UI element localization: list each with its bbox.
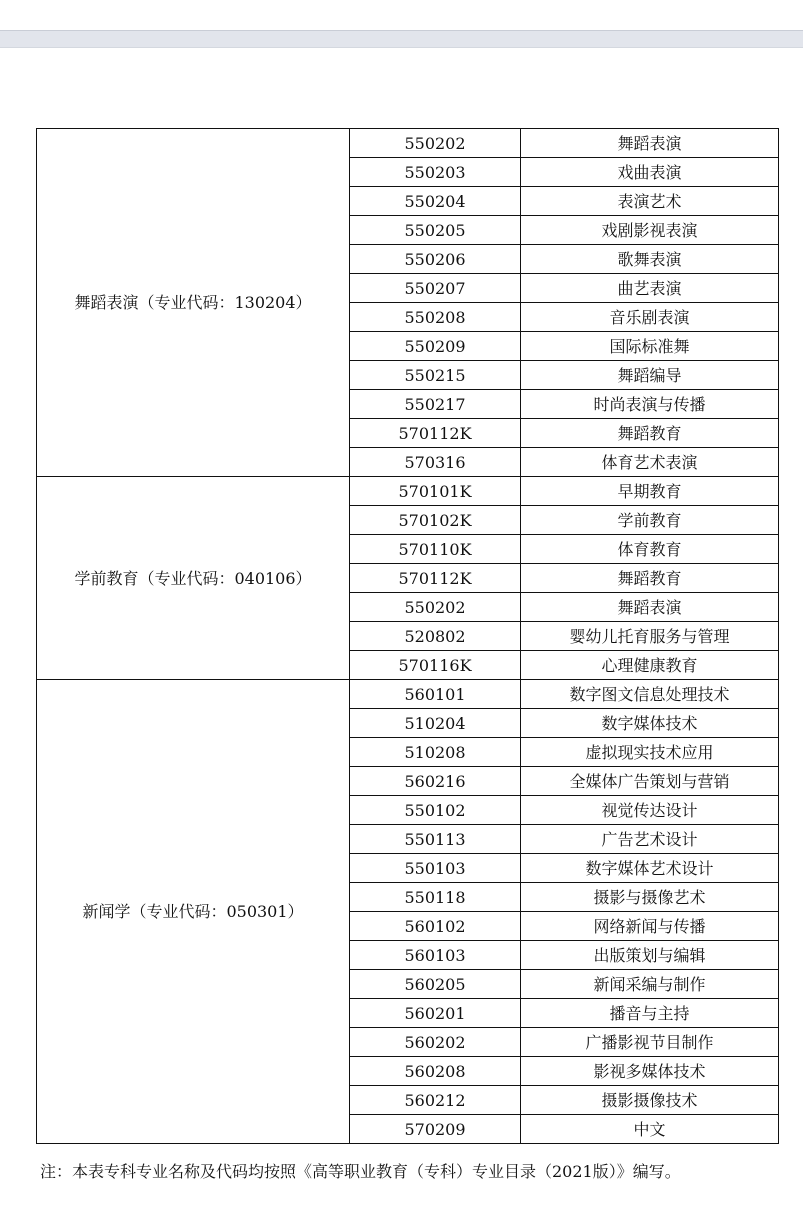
vocational-name-cell: 数字媒体艺术设计 <box>521 854 779 883</box>
vocational-name-cell: 体育艺术表演 <box>521 448 779 477</box>
vocational-name-cell: 戏曲表演 <box>521 158 779 187</box>
vocational-code-cell: 570112K <box>350 564 521 593</box>
vocational-code-cell: 550215 <box>350 361 521 390</box>
vocational-code-cell: 560101 <box>350 680 521 709</box>
vocational-name-cell: 广告艺术设计 <box>521 825 779 854</box>
table-body <box>37 129 779 1144</box>
table-row <box>37 680 779 709</box>
vocational-code-cell: 550102 <box>350 796 521 825</box>
vocational-code-cell: 570209 <box>350 1115 521 1144</box>
vocational-name-cell: 网络新闻与传播 <box>521 912 779 941</box>
toolbar-strip <box>0 30 803 48</box>
major-mapping-table <box>36 128 779 1144</box>
table-row <box>37 477 779 506</box>
vocational-name-cell: 国际标准舞 <box>521 332 779 361</box>
vocational-code-cell: 550202 <box>350 129 521 158</box>
footnote: 注：本表专科专业名称及代码均按照《高等职业教育（专科）专业目录（2021版）》编写。 <box>40 1162 681 1181</box>
vocational-code-cell: 570110K <box>350 535 521 564</box>
vocational-name-cell: 虚拟现实技术应用 <box>521 738 779 767</box>
vocational-code-cell: 560102 <box>350 912 521 941</box>
vocational-name-cell: 出版策划与编辑 <box>521 941 779 970</box>
vocational-code-cell: 520802 <box>350 622 521 651</box>
vocational-code-cell: 570101K <box>350 477 521 506</box>
vocational-code-cell: 550118 <box>350 883 521 912</box>
vocational-name-cell: 摄影摄像技术 <box>521 1086 779 1115</box>
vocational-name-cell: 学前教育 <box>521 506 779 535</box>
vocational-code-cell: 560205 <box>350 970 521 999</box>
vocational-code-cell: 550209 <box>350 332 521 361</box>
vocational-code-cell: 570116K <box>350 651 521 680</box>
undergraduate-major-cell: 新闻学（专业代码：050301） <box>37 680 350 1144</box>
vocational-code-cell: 560216 <box>350 767 521 796</box>
vocational-code-cell: 510208 <box>350 738 521 767</box>
vocational-code-cell: 550205 <box>350 216 521 245</box>
vocational-name-cell: 婴幼儿托育服务与管理 <box>521 622 779 651</box>
vocational-name-cell: 舞蹈教育 <box>521 419 779 448</box>
vocational-code-cell: 560202 <box>350 1028 521 1057</box>
vocational-name-cell: 全媒体广告策划与营销 <box>521 767 779 796</box>
vocational-name-cell: 体育教育 <box>521 535 779 564</box>
vocational-name-cell: 播音与主持 <box>521 999 779 1028</box>
vocational-code-cell: 550202 <box>350 593 521 622</box>
vocational-name-cell: 数字图文信息处理技术 <box>521 680 779 709</box>
vocational-code-cell: 550207 <box>350 274 521 303</box>
table-row <box>37 129 779 158</box>
vocational-code-cell: 560212 <box>350 1086 521 1115</box>
vocational-name-cell: 数字媒体技术 <box>521 709 779 738</box>
vocational-code-cell: 550206 <box>350 245 521 274</box>
vocational-code-cell: 560103 <box>350 941 521 970</box>
viewer-toolbar <box>0 0 803 48</box>
vocational-code-cell: 560201 <box>350 999 521 1028</box>
vocational-name-cell: 曲艺表演 <box>521 274 779 303</box>
vocational-name-cell: 时尚表演与传播 <box>521 390 779 419</box>
vocational-name-cell: 早期教育 <box>521 477 779 506</box>
vocational-code-cell: 550203 <box>350 158 521 187</box>
undergraduate-major-cell: 舞蹈表演（专业代码：130204） <box>37 129 350 477</box>
vocational-name-cell: 音乐剧表演 <box>521 303 779 332</box>
vocational-code-cell: 550208 <box>350 303 521 332</box>
vocational-code-cell: 550217 <box>350 390 521 419</box>
vocational-code-cell: 550103 <box>350 854 521 883</box>
vocational-name-cell: 舞蹈表演 <box>521 593 779 622</box>
vocational-name-cell: 新闻采编与制作 <box>521 970 779 999</box>
vocational-code-cell: 570112K <box>350 419 521 448</box>
vocational-name-cell: 中文 <box>521 1115 779 1144</box>
vocational-code-cell: 550113 <box>350 825 521 854</box>
vocational-code-cell: 570102K <box>350 506 521 535</box>
undergraduate-major-cell: 学前教育（专业代码：040106） <box>37 477 350 680</box>
vocational-name-cell: 视觉传达设计 <box>521 796 779 825</box>
vocational-code-cell: 560208 <box>350 1057 521 1086</box>
vocational-name-cell: 表演艺术 <box>521 187 779 216</box>
vocational-name-cell: 心理健康教育 <box>521 651 779 680</box>
vocational-name-cell: 广播影视节目制作 <box>521 1028 779 1057</box>
vocational-name-cell: 戏剧影视表演 <box>521 216 779 245</box>
vocational-name-cell: 舞蹈教育 <box>521 564 779 593</box>
vocational-name-cell: 影视多媒体技术 <box>521 1057 779 1086</box>
vocational-name-cell: 舞蹈编导 <box>521 361 779 390</box>
vocational-name-cell: 歌舞表演 <box>521 245 779 274</box>
vocational-code-cell: 550204 <box>350 187 521 216</box>
vocational-code-cell: 570316 <box>350 448 521 477</box>
vocational-name-cell: 摄影与摄像艺术 <box>521 883 779 912</box>
vocational-name-cell: 舞蹈表演 <box>521 129 779 158</box>
vocational-code-cell: 510204 <box>350 709 521 738</box>
